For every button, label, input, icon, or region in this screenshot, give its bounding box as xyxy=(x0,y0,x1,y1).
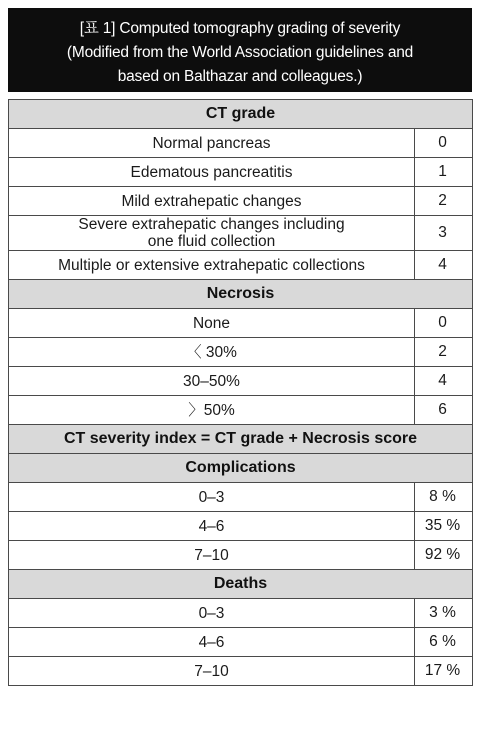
row-label: 〈 30% xyxy=(9,338,415,367)
table-caption xyxy=(8,8,472,92)
row-label: 〉50% xyxy=(9,396,415,425)
table-row xyxy=(9,251,473,280)
table-row xyxy=(9,309,473,338)
section-header-row xyxy=(9,280,473,309)
section-header-row xyxy=(9,425,473,454)
section-header-row xyxy=(9,454,473,483)
row-label: 30–50% xyxy=(9,367,415,396)
row-value: 3 xyxy=(415,216,473,251)
section-title-severity-index: CT severity index = CT grade + Necrosis score xyxy=(9,425,473,454)
section-title-ct-grade: CT grade xyxy=(9,100,473,129)
row-value: 0 xyxy=(415,309,473,338)
table-row xyxy=(9,657,473,686)
row-value: 2 xyxy=(415,187,473,216)
row-label: 4–6 xyxy=(9,628,415,657)
row-label: 7–10 xyxy=(9,657,415,686)
row-label: Edematous pancreatitis xyxy=(9,158,415,187)
section-header-row xyxy=(9,100,473,129)
table-row xyxy=(9,483,473,512)
table-row xyxy=(9,338,473,367)
row-value: 4 xyxy=(415,251,473,280)
row-value: 4 xyxy=(415,367,473,396)
caption-line-2: (Modified from the World Association guidelines and xyxy=(66,44,414,61)
table-row xyxy=(9,396,473,425)
row-value: 8 % xyxy=(415,483,473,512)
row-label: Mild extrahepatic changes xyxy=(9,187,415,216)
table-row xyxy=(9,367,473,396)
row-value: 35 % xyxy=(415,512,473,541)
table-row xyxy=(9,599,473,628)
section-title-necrosis: Necrosis xyxy=(9,280,473,309)
table-row xyxy=(9,187,473,216)
section-header-row xyxy=(9,570,473,599)
row-label: 4–6 xyxy=(9,512,415,541)
row-value: 92 % xyxy=(415,541,473,570)
row-label-line-2: one fluid collection xyxy=(147,233,276,250)
row-label: 7–10 xyxy=(9,541,415,570)
ct-severity-table xyxy=(8,99,473,686)
row-value: 3 % xyxy=(415,599,473,628)
table-row xyxy=(9,129,473,158)
row-label: Normal pancreas xyxy=(9,129,415,158)
caption-line-3: based on Balthazar and colleagues.) xyxy=(117,68,363,85)
row-value: 6 xyxy=(415,396,473,425)
row-value: 0 xyxy=(415,129,473,158)
table-row xyxy=(9,216,473,251)
section-title-complications: Complications xyxy=(9,454,473,483)
row-label: 0–3 xyxy=(9,599,415,628)
row-label-line-1: Severe extrahepatic changes including xyxy=(78,216,345,233)
row-label: 0–3 xyxy=(9,483,415,512)
table-row xyxy=(9,512,473,541)
section-title-deaths: Deaths xyxy=(9,570,473,599)
row-value: 1 xyxy=(415,158,473,187)
row-value: 6 % xyxy=(415,628,473,657)
table-row xyxy=(9,158,473,187)
row-label: Multiple or extensive extrahepatic collections xyxy=(9,251,415,280)
row-value: 17 % xyxy=(415,657,473,686)
row-label xyxy=(9,216,415,251)
row-label: None xyxy=(9,309,415,338)
caption-line-1: [표 1] Computed tomography grading of severity xyxy=(79,20,401,37)
row-value: 2 xyxy=(415,338,473,367)
table-row xyxy=(9,628,473,657)
table-row xyxy=(9,541,473,570)
